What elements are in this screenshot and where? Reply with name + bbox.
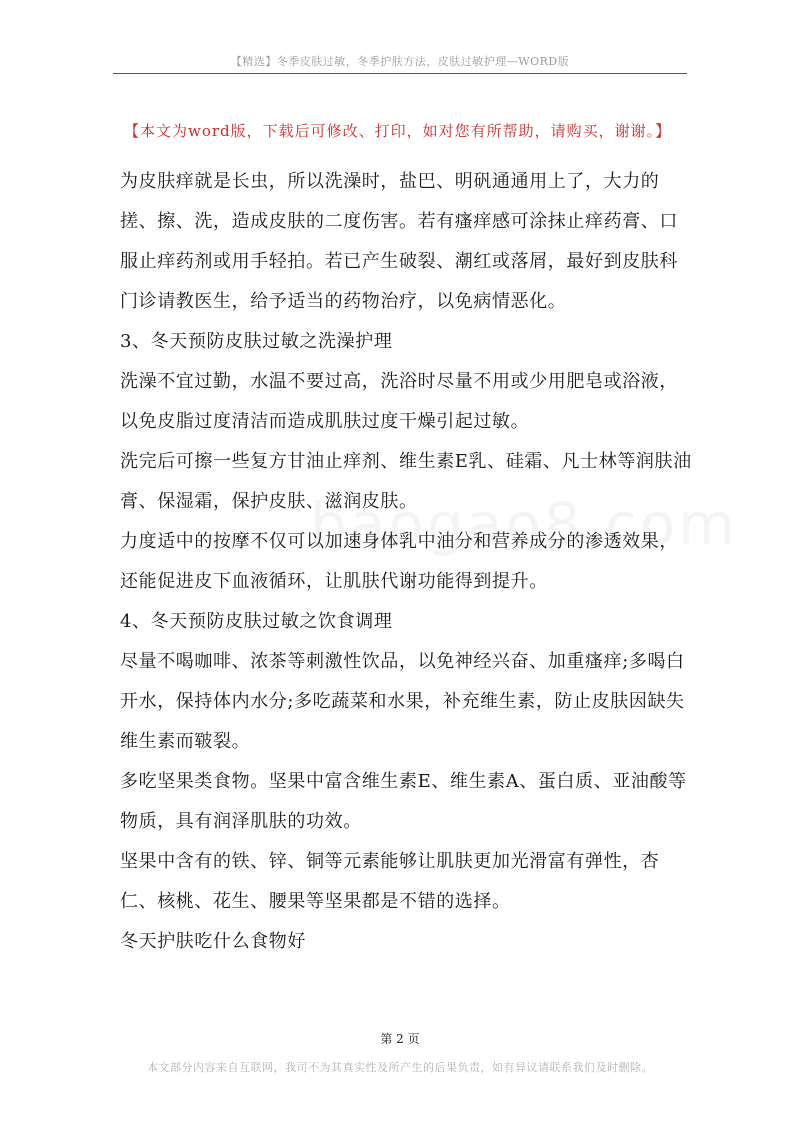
header-rule: [113, 73, 687, 74]
section-heading: 4、冬天预防皮肤过敏之饮食调理: [120, 611, 393, 632]
subheading: 冬天护肤吃什么食物好: [120, 931, 306, 952]
red-notice: 【本文为word版，下载后可修改、打印，如对您有所帮助，请购买，谢谢。】: [124, 122, 672, 140]
page-footer: 本文部分内容来自互联网，我司不为其真实性及所产生的后果负责，如有异议请联系我们及时删除。: [147, 1061, 653, 1074]
paragraph: 尽量不喝咖啡、浓茶等刺激性饮品，以免神经兴奋、加重瘙痒;多喝白开水，保持体内水分;多吃蔬菜和水果，补充维生素，防止皮肤因缺失维生素而皲裂。: [120, 651, 685, 752]
paragraph: 多吃坚果类食物。坚果中富含维生素E、维生素A、蛋白质、亚油酸等物质，具有润泽肌肤的功效。: [120, 771, 687, 832]
paragraph: 为皮肤痒就是长虫，所以洗澡时，盐巴、明矾通通用上了，大力的搓、擦、洗，造成皮肤的二度伤害。若有瘙痒感可涂抹止痒药膏、口服止痒药剂或用手轻拍。若已产生破裂、潮红或落屑，最好到皮肤科门诊请教医生，给予适当的药物治疗，以免病情恶化。: [120, 171, 678, 312]
paragraph: 力度适中的按摩不仅可以加速身体乳中油分和营养成分的渗透效果，还能促进皮下血液循环，让肌肤代谢功能得到提升。: [120, 531, 678, 592]
page-header: 【精选】冬季皮肤过敏，冬季护肤方法，皮肤过敏护理—WORD版: [230, 55, 570, 68]
document-body: [120, 162, 692, 962]
paragraph: 洗完后可擦一些复方甘油止痒剂、维生素E乳、硅霜、凡士林等润肤油膏、保湿霜，保护皮肤、滋润皮肤。: [120, 451, 692, 512]
page-number: 第 2 页: [380, 1032, 420, 1046]
section-heading: 3、冬天预防皮肤过敏之洗澡护理: [120, 331, 393, 352]
paragraph: 坚果中含有的铁、锌、铜等元素能够让肌肤更加光滑富有弹性，杏仁、核桃、花生、腰果等坚果都是不错的选择。: [120, 851, 660, 912]
paragraph: 洗澡不宜过勤，水温不要过高，洗浴时尽量不用或少用肥皂或浴液，以免皮脂过度清洁而造成肌肤过度干燥引起过敏。: [120, 371, 678, 432]
